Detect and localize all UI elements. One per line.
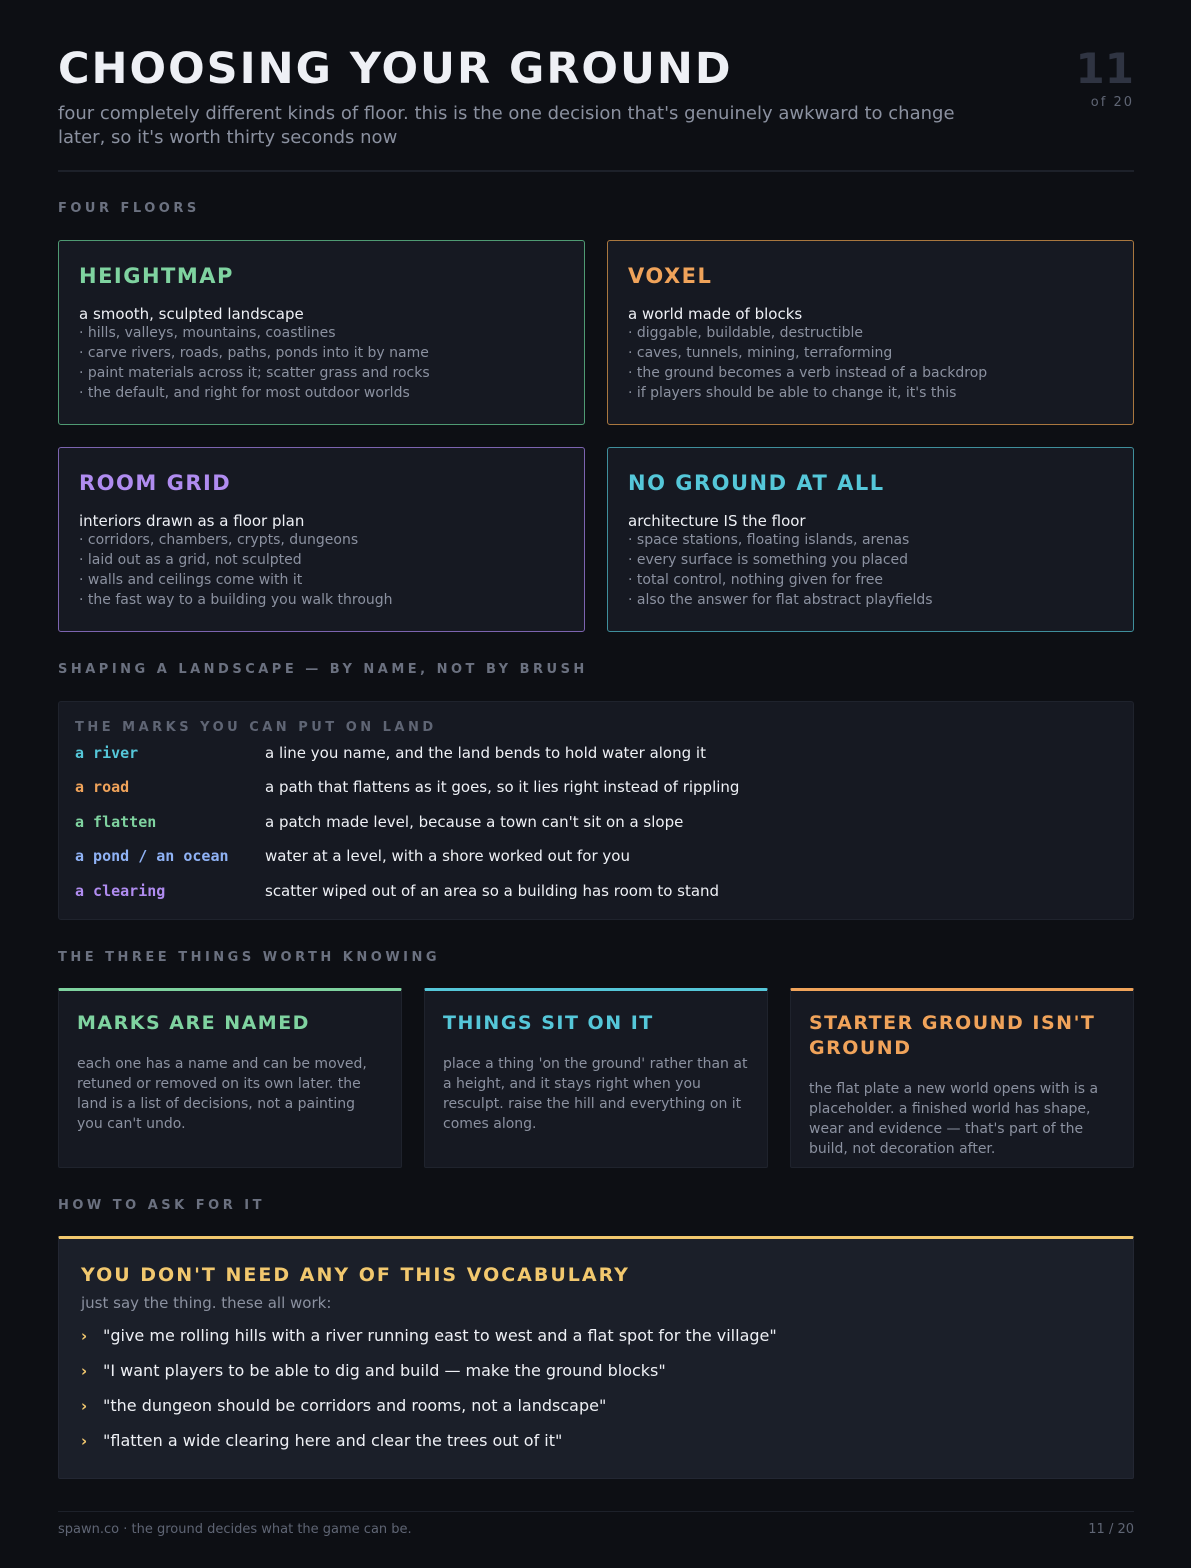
chevron-right-icon: › xyxy=(81,1362,88,1380)
floor-title: ROOM GRID xyxy=(79,471,232,495)
mark-description: water at a level, with a shore worked out for you xyxy=(265,847,630,865)
ask-example xyxy=(81,1395,1111,1430)
floor-feature: · caves, tunnels, mining, terraforming xyxy=(628,345,893,361)
mark-description: scatter wiped out of an area so a building has room to stand xyxy=(265,882,720,900)
floor-subtitle: interiors drawn as a floor plan xyxy=(79,512,305,530)
mark-key: a clearing xyxy=(75,882,166,900)
ask-title: YOU DON'T NEED ANY OF THIS VOCABULARY xyxy=(81,1264,630,1286)
footer-divider xyxy=(58,1511,1134,1512)
ask-example-text: "give me rolling hills with a river running east to west and a flat spot for the village" xyxy=(103,1326,777,1345)
section-label-three-things: THE THREE THINGS WORTH KNOWING xyxy=(58,950,441,965)
mark-description: a patch made level, because a town can't sit on a slope xyxy=(265,813,684,831)
thing-card-marks-named xyxy=(58,988,402,1168)
floor-subtitle: a world made of blocks xyxy=(628,305,803,323)
thing-body: each one has a name and can be moved, retuned or removed on its own later. the land is a list of decisions, not a painting you can't undo. xyxy=(77,1056,367,1132)
page-subtitle: four completely different kinds of floor. this is the one decision that's genuinely awkward to change later, so it's worth thirty seconds now xyxy=(58,103,955,148)
footer-page-number: 11 / 20 xyxy=(1088,1522,1134,1537)
floor-feature: · the default, and right for most outdoor worlds xyxy=(79,385,410,401)
thing-body: the flat plate a new world opens with is a placeholder. a finished world has shape, wear and evidence — that's part of the build, not decoration after. xyxy=(809,1081,1099,1157)
mark-row xyxy=(75,775,1115,799)
floor-feature: · walls and ceilings come with it xyxy=(79,572,303,588)
floor-feature: · corridors, chambers, crypts, dungeons xyxy=(79,532,359,548)
mark-description: a path that flattens as it goes, so it lies right instead of rippling xyxy=(265,778,740,796)
slide-page xyxy=(58,0,1134,1568)
ask-example-text: "flatten a wide clearing here and clear the trees out of it" xyxy=(103,1431,563,1450)
page-title: CHOOSING YOUR GROUND xyxy=(58,44,733,94)
floor-feature: · carve rivers, roads, paths, ponds into it by name xyxy=(79,345,429,361)
ask-example xyxy=(81,1325,1111,1360)
floor-feature: · every surface is something you placed xyxy=(628,552,909,568)
floor-feature: · also the answer for flat abstract playfields xyxy=(628,592,933,608)
floor-title: VOXEL xyxy=(628,264,713,288)
floor-feature: · the fast way to a building you walk through xyxy=(79,592,393,608)
thing-title: THINGS SIT ON IT xyxy=(443,1012,654,1034)
footer-left: spawn.co · the ground decides what the game can be. xyxy=(58,1522,412,1537)
ask-subtitle: just say the thing. these all work: xyxy=(81,1294,332,1312)
floor-card-no-ground xyxy=(607,447,1134,632)
mark-description: a line you name, and the land bends to hold water along it xyxy=(265,744,706,762)
ask-example-list xyxy=(81,1325,1111,1465)
mark-key: a pond / an ocean xyxy=(75,847,229,865)
floor-feature-list xyxy=(628,530,1113,610)
ask-example xyxy=(81,1360,1111,1395)
ask-example-text: "the dungeon should be corridors and rooms, not a landscape" xyxy=(103,1396,607,1415)
ask-panel xyxy=(58,1236,1134,1479)
floor-feature: · hills, valleys, mountains, coastlines xyxy=(79,325,336,341)
section-label-floors: FOUR FLOORS xyxy=(58,201,200,216)
floor-card-voxel xyxy=(607,240,1134,425)
floor-card-heightmap xyxy=(58,240,585,425)
section-label-shaping: SHAPING A LANDSCAPE — BY NAME, NOT BY BRUSH xyxy=(58,662,588,677)
floor-feature-list xyxy=(79,323,564,403)
ask-example xyxy=(81,1430,1111,1465)
floor-feature: · if players should be able to change it, it's this xyxy=(628,385,957,401)
floor-subtitle: a smooth, sculpted landscape xyxy=(79,305,304,323)
mark-row xyxy=(75,741,1115,765)
mark-row xyxy=(75,844,1115,868)
thing-card-starter-ground xyxy=(790,988,1134,1168)
mark-key: a road xyxy=(75,778,130,796)
floor-feature-list xyxy=(628,323,1113,403)
floor-feature: · diggable, buildable, destructible xyxy=(628,325,863,341)
floor-title: HEIGHTMAP xyxy=(79,264,234,288)
section-label-ask: HOW TO ASK FOR IT xyxy=(58,1198,265,1213)
floor-feature: · paint materials across it; scatter grass and rocks xyxy=(79,365,430,381)
mark-key: a river xyxy=(75,744,139,762)
floor-title: NO GROUND AT ALL xyxy=(628,471,885,495)
floor-subtitle: architecture IS the floor xyxy=(628,512,806,530)
floor-card-room-grid xyxy=(58,447,585,632)
thing-card-sit-on-it xyxy=(424,988,768,1168)
ask-example-text: "I want players to be able to dig and build — make the ground blocks" xyxy=(103,1361,666,1380)
thing-title: STARTER GROUND ISN'T GROUND xyxy=(809,1012,1096,1059)
mark-key: a flatten xyxy=(75,813,157,831)
floor-feature: · laid out as a grid, not sculpted xyxy=(79,552,302,568)
floor-feature: · the ground becomes a verb instead of a backdrop xyxy=(628,365,988,381)
thing-body: place a thing 'on the ground' rather than at a height, and it stays right when you resculpt. raise the hill and everything on it comes along. xyxy=(443,1056,748,1132)
chevron-right-icon: › xyxy=(81,1327,88,1345)
marks-heading: THE MARKS YOU CAN PUT ON LAND xyxy=(75,720,437,735)
floor-feature-list xyxy=(79,530,564,610)
page-total: of 20 xyxy=(1090,95,1134,110)
mark-row xyxy=(75,879,1115,903)
chevron-right-icon: › xyxy=(81,1397,88,1415)
chevron-right-icon: › xyxy=(81,1432,88,1450)
marks-panel xyxy=(58,701,1134,920)
mark-row xyxy=(75,810,1115,834)
floor-feature: · total control, nothing given for free xyxy=(628,572,883,588)
floor-feature: · space stations, floating islands, arenas xyxy=(628,532,910,548)
header-divider xyxy=(58,170,1134,172)
header xyxy=(58,46,1134,156)
thing-title: MARKS ARE NAMED xyxy=(77,1012,310,1034)
page-number: 11 xyxy=(1075,44,1134,93)
